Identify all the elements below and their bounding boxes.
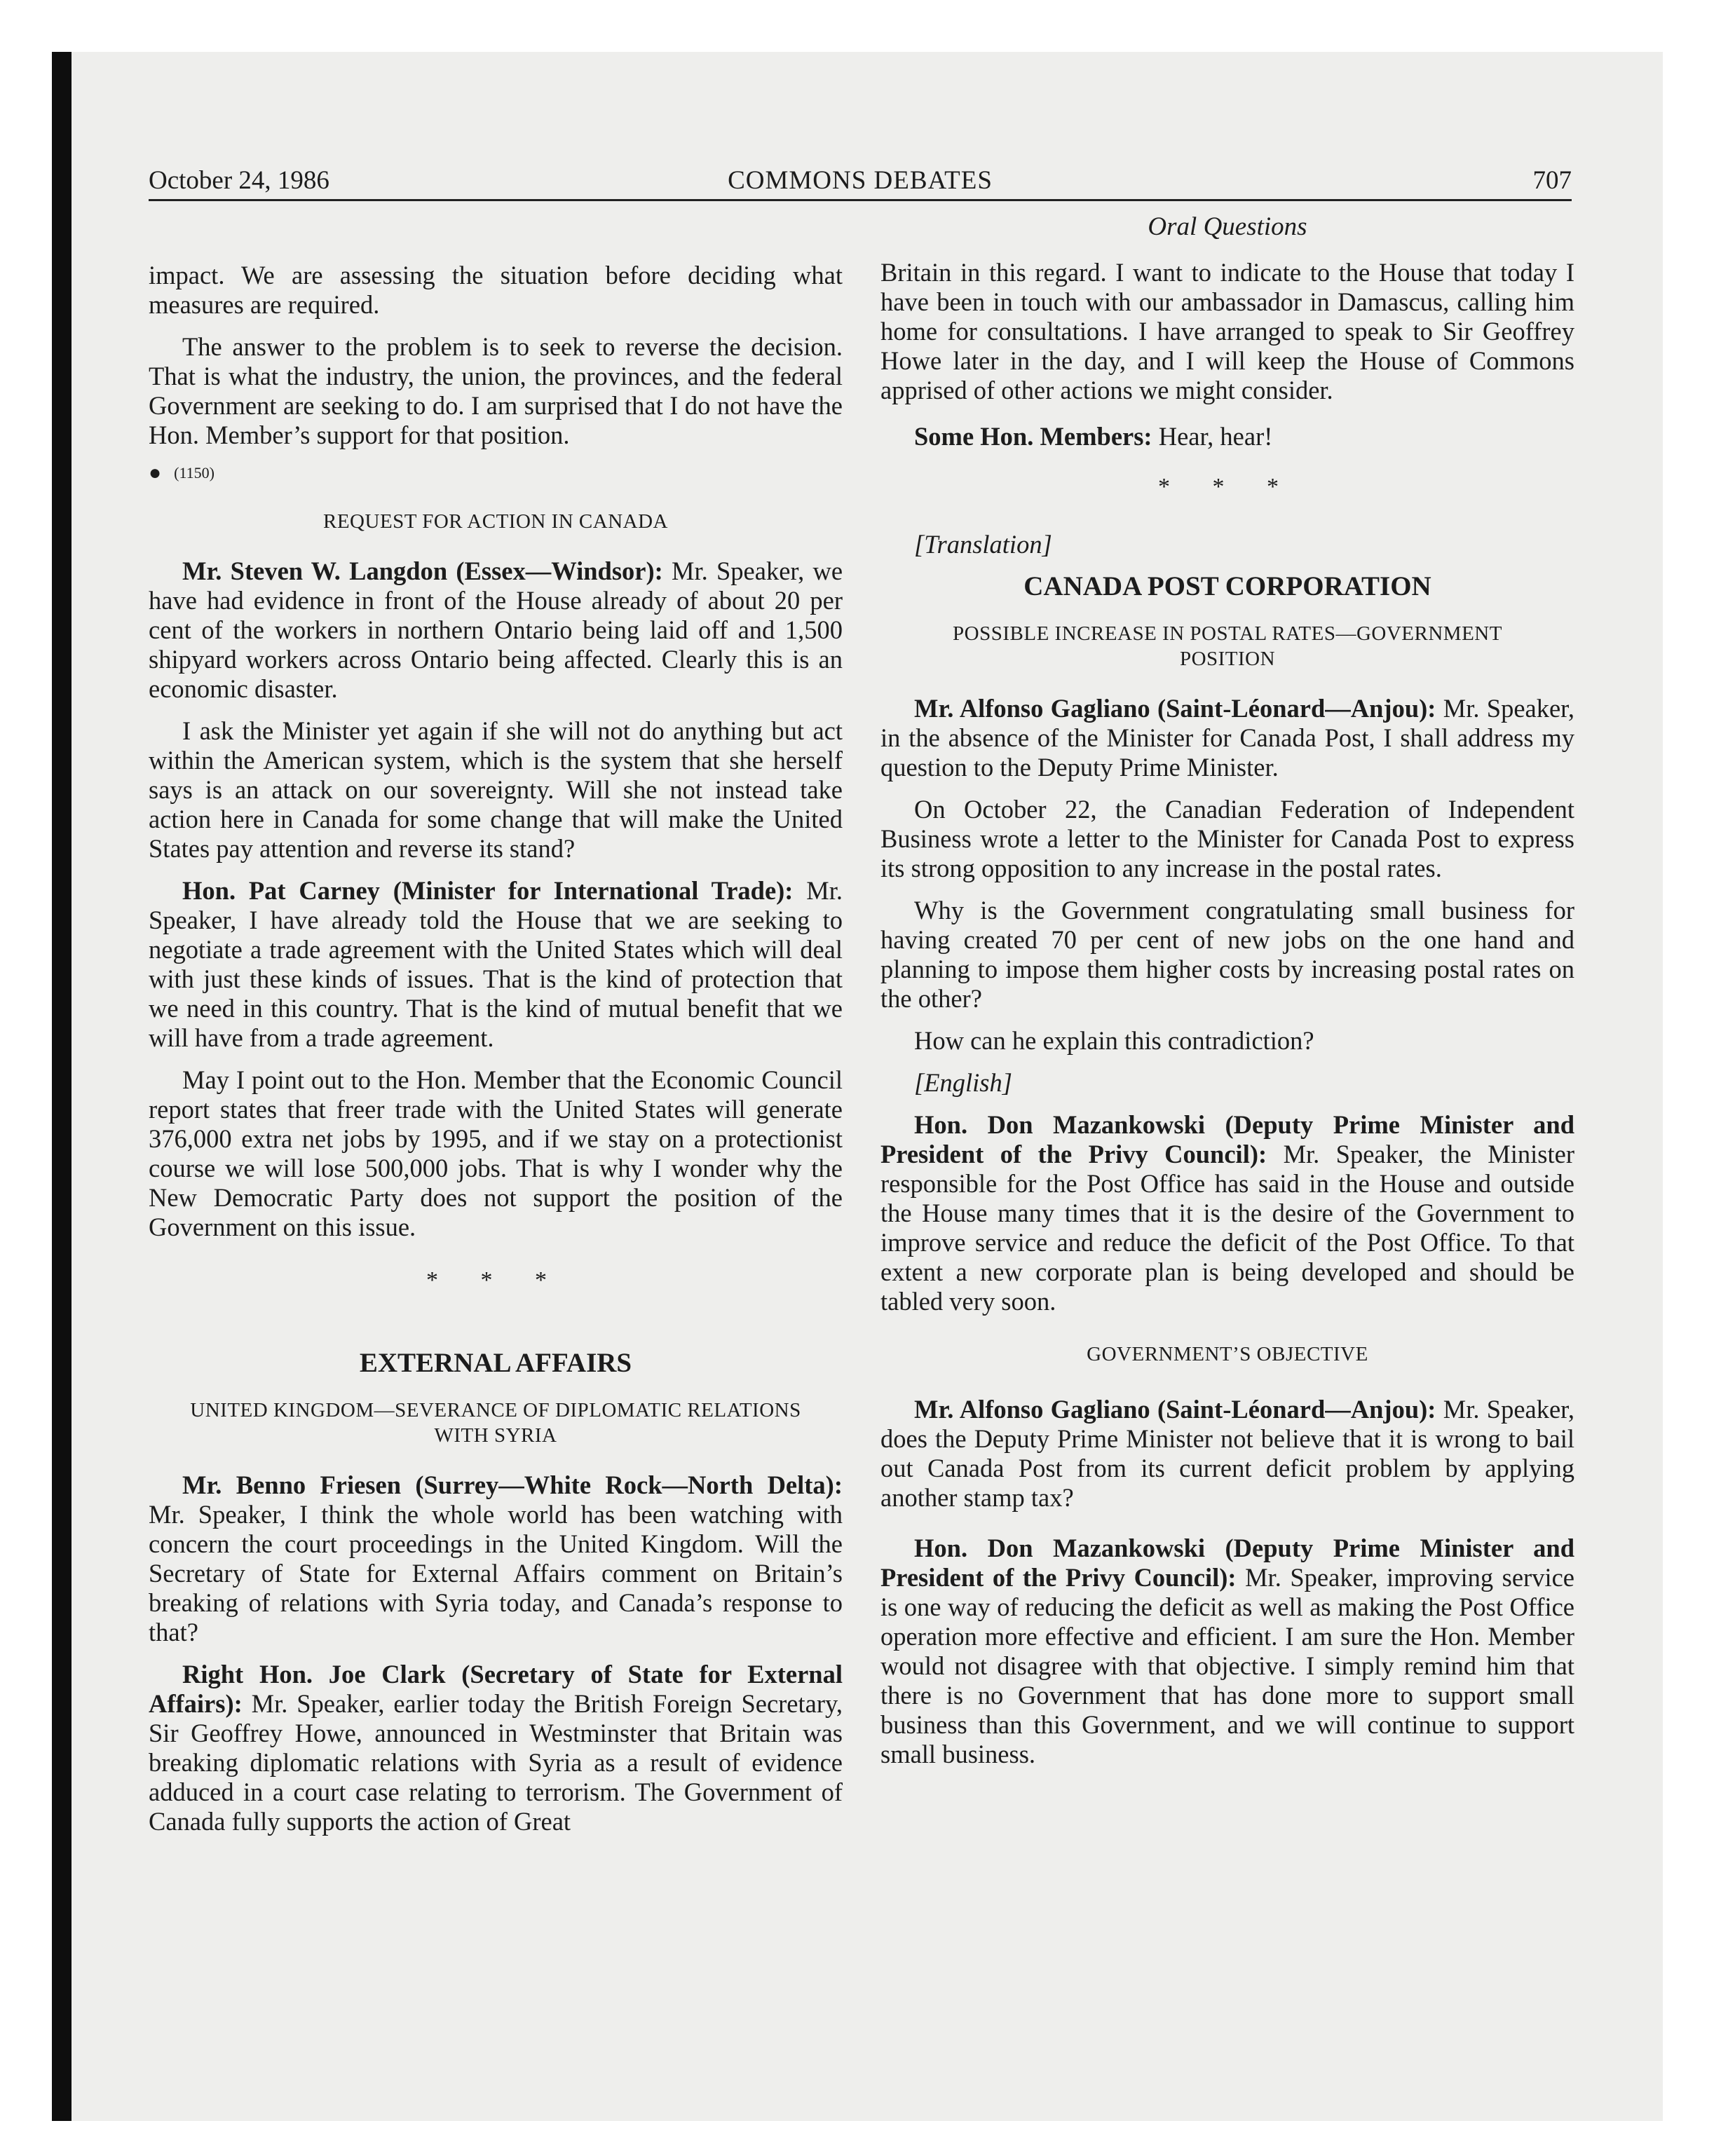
speech-text: Hear, hear! [1158, 422, 1273, 451]
language-note: [Translation] [914, 530, 1052, 559]
subheading: POSSIBLE INCREASE IN POSTAL RATES—GOVERNMENT POSITION [953, 622, 1502, 670]
bullet-icon: ● [149, 461, 162, 484]
speech-text: Mr. Speaker, earlier today the British Foreign Secretary, Sir Geoffrey Howe, announced in Westminster that Britain was breaking diplomatic relations with Syria as a result of evidence adduced in a court case relating to terrorism. The Government of Canada fully supports the action of Great [149, 1689, 843, 1836]
speaker-name: Mr. Alfonso Gagliano (Saint-Léonard—Anjou): [914, 694, 1436, 723]
speech-text: Mr. Speaker, does the Deputy Prime Minister not believe that it is wrong to bail out Canada Post from its current deficit problem by applying another stamp tax? [880, 1395, 1574, 1512]
speech [880, 694, 1574, 782]
speech [149, 1471, 843, 1647]
paragraph: How can he explain this contradiction? [914, 1026, 1314, 1055]
paragraph: On October 22, the Canadian Federation of Independent Business wrote a letter to the Minister for Canada Post to express its strong opposition to any increase in the postal rates. [880, 795, 1574, 882]
time-marker [149, 463, 843, 484]
paragraph: The answer to the problem is to seek to reverse the decision. That is what the industry, the union, the provinces, and the federal Government are seeking to do. I am surprised that I do not have the Hon. Member’s support for that position. [149, 332, 843, 449]
speech-text: Mr. Speaker, in the absence of the Minister for Canada Post, I shall address my question to the Deputy Prime Minister. [880, 694, 1574, 782]
speech [149, 1660, 843, 1836]
speech [149, 876, 843, 1053]
speaker-name: Hon. Pat Carney (Minister for International Trade): [182, 876, 794, 905]
speaker-name: Mr. Benno Friesen (Surrey—White Rock—North Delta): [182, 1471, 843, 1499]
speaker-name: Some Hon. Members: [914, 422, 1152, 451]
time-marker-text: (1150) [174, 464, 215, 482]
subheading: UNITED KINGDOM—SEVERANCE OF DIPLOMATIC RELATIONS WITH SYRIA [190, 1399, 801, 1447]
page-number: 707 [1532, 166, 1572, 195]
subheading: GOVERNMENT’S OBJECTIVE [1087, 1343, 1368, 1365]
section-heading: EXTERNAL AFFAIRS [359, 1348, 632, 1378]
speech-text: Mr. Speaker, I think the whole world has been watching with concern the court proceedings in the United Kingdom. Will the Secretary of State for External Affairs comment on Britain’s breaking of relations with Syria today, and Canada’s response to that? [149, 1500, 843, 1646]
page-header [149, 163, 1572, 201]
speaker-name: Mr. Alfonso Gagliano (Saint-Léonard—Anjou): [914, 1395, 1436, 1424]
speech-text: Mr. Speaker, improving service is one way of reducing the deficit as well as making the Post Office operation more effective and efficient. I am sure the Hon. Member would not disagree with that objective. I simply remind him that there is no Government that has done more to support small business than this Government, and we will continue to support small business. [880, 1563, 1574, 1768]
speech-text: Mr. Speaker, I have already told the House that we are seeking to negotiate a trade agreement with the United States which will deal with just these kinds of issues. That is the kind of protection that we need in this country. That is the kind of mutual benefit that we will have from a trade agreement. [149, 876, 843, 1052]
paragraph: Britain in this regard. I want to indicate to the House that today I have been in touch with our ambassador in Damascus, calling him home for consultations. I have arranged to speak to Sir Geoffrey Howe later in the day, and I will keep the House of Commons apprised of other actions we might consider. [880, 258, 1574, 404]
section-separator: * * * [426, 1267, 565, 1293]
scan-border [52, 52, 72, 2121]
section-heading: CANADA POST CORPORATION [1023, 571, 1431, 601]
subheading: REQUEST FOR ACTION IN CANADA [323, 510, 668, 533]
speech-text: Mr. Speaker, the Minister responsible for the Post Office has said in the House and outside the House many times that it is the desire of the Government to improve service and reduce the deficit of the Post Office. To that extent a new corporate plan is being developed and should be tabled very soon. [880, 1140, 1574, 1316]
language-note: [English] [914, 1068, 1012, 1097]
section-separator: * * * [1158, 474, 1297, 500]
section-label: Oral Questions [1148, 212, 1307, 241]
speaker-name: Mr. Steven W. Langdon (Essex—Windsor): [182, 557, 663, 585]
right-column [880, 258, 1574, 1782]
paragraph: I ask the Minister yet again if she will not do anything but act within the American system, which is the system that she herself says is an attack on our sovereignty. Will she not instead take action here in Canada for some change that will make the United States pay attention and reverse its stand? [149, 716, 843, 863]
speaker-name: Hon. Don Mazankowski (Deputy Prime Minister and President of the Privy Council): [880, 1110, 1574, 1168]
speech [880, 1534, 1574, 1769]
paragraph: impact. We are assessing the situation before deciding what measures are required. [149, 261, 843, 319]
speaker-name: Right Hon. Joe Clark (Secretary of State for External Affairs): [149, 1660, 843, 1718]
speech [149, 557, 843, 704]
page-date: October 24, 1986 [149, 166, 329, 195]
speech [880, 1110, 1574, 1316]
paragraph: May I point out to the Hon. Member that the Economic Council report states that freer trade with the United States will generate 376,000 extra net jobs by 1995, and if we stay on a protectionist course we will lose 500,000 jobs. That is why I wonder why the New Democratic Party does not support the position of the Government on this issue. [149, 1065, 843, 1241]
speech [880, 1395, 1574, 1513]
left-column [149, 261, 843, 1849]
speech [880, 422, 1574, 451]
speech-text: Mr. Speaker, we have had evidence in front of the House already of about 20 per cent of the workers in northern Ontario being laid off and 1,500 shipyard workers across Ontario being affected. Clearly this is an economic disaster. [149, 557, 843, 703]
publication-title: COMMONS DEBATES [728, 166, 993, 195]
speaker-name: Hon. Don Mazankowski (Deputy Prime Minister and President of the Privy Council): [880, 1534, 1574, 1592]
paragraph: Why is the Government congratulating small business for having created 70 per cent of new jobs on the one hand and planning to impose them higher costs by increasing postal rates on the other? [880, 896, 1574, 1013]
